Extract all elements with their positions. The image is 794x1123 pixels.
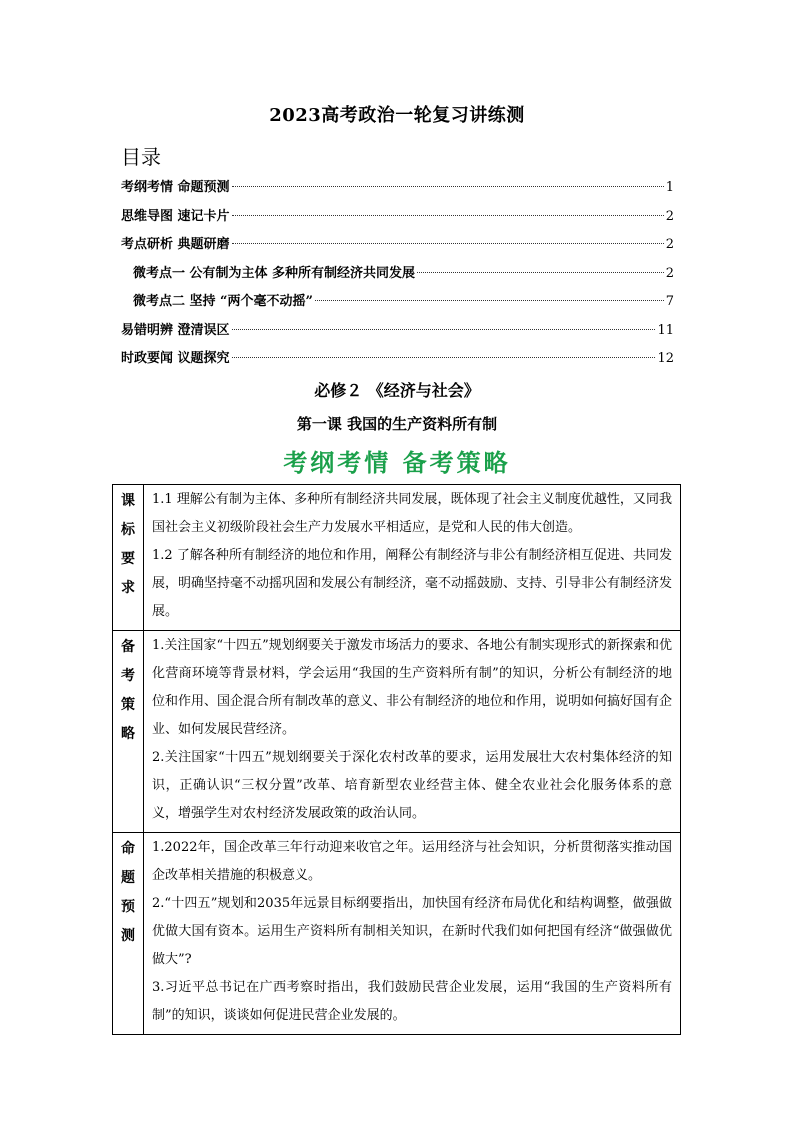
book-title: 必修２ 《经济与社会》 bbox=[314, 381, 480, 400]
paragraph: 2.关注国家“十四五”规划纲要关于深化农村改革的要求，运用发展壮大农村集体经济的知识，正确认识“三权分置”改革、培育新型农业经营主体、健全农业社会化服务体系的意义，增强学生对农村经济发展政策的政治认同。 bbox=[152, 750, 672, 821]
toc-leader-dots bbox=[417, 272, 664, 273]
row-header-prediction: 命 题 预 测 bbox=[113, 833, 144, 1035]
toc-entry[interactable] bbox=[121, 233, 674, 262]
toc-entry-label: 微考点二 坚持 “两个毫不动摇” bbox=[133, 294, 314, 309]
row-content-prediction bbox=[144, 833, 681, 1035]
exam-outline-table bbox=[112, 484, 681, 1035]
toc-subentry[interactable] bbox=[121, 290, 674, 319]
table-row bbox=[113, 631, 681, 833]
toc-entry[interactable] bbox=[121, 319, 674, 348]
toc-entry-page: 7 bbox=[665, 294, 674, 309]
toc-entry-page: 2 bbox=[665, 208, 674, 224]
toc-leader-dots bbox=[232, 243, 664, 244]
row-content-strategy bbox=[144, 631, 681, 833]
toc-leader-dots bbox=[315, 300, 664, 301]
row-header-curriculum: 课 标 要 求 bbox=[113, 485, 144, 631]
toc-entry-label: 思维导图 速记卡片 bbox=[121, 208, 230, 224]
toc-entry-label: 易错明辨 澄清误区 bbox=[121, 322, 230, 338]
table-of-contents bbox=[121, 176, 674, 376]
toc-entry[interactable] bbox=[121, 205, 674, 234]
toc-heading: 目录 bbox=[121, 145, 161, 169]
toc-entry-page: 12 bbox=[657, 351, 674, 366]
paragraph: 1.关注国家“十四五”规划纲要关于激发市场活力的要求、各地公有制实现形式的新探索和优化营商环境等背景材料，学会运用“我国的生产资料所有制”的知识，分析公有制经济的地位和作用、国企混合所有制改革的意义、非公有制经济的地位和作用，说明如何搞好国有企业、如何发展民营经济。 bbox=[152, 638, 673, 737]
toc-leader-dots bbox=[232, 186, 664, 187]
toc-entry[interactable] bbox=[121, 347, 674, 376]
toc-subentry[interactable] bbox=[121, 262, 674, 291]
paragraph: 1.1 理解公有制为主体、多种所有制经济共同发展，既体现了社会主义制度优越性，又同我国社会主义初级阶段社会生产力发展水平相适应，是党和人民的伟大创造。 bbox=[152, 492, 672, 535]
toc-entry-label: 时政要闻 议题探究 bbox=[121, 351, 230, 366]
paragraph: 1.2 了解各种所有制经济的地位和作用，阐释公有制经济与非公有制经济相互促进、共同发展，明确坚持毫不动摇巩固和发展公有制经济，毫不动摇鼓励、支持、引导非公有制经济发展。 bbox=[152, 548, 673, 619]
table-row bbox=[113, 833, 681, 1035]
section-banner: 考纲考情 备考策略 bbox=[283, 449, 511, 477]
toc-leader-dots bbox=[232, 329, 656, 330]
row-header-strategy: 备 考 策 略 bbox=[113, 631, 144, 833]
toc-entry-page: 11 bbox=[657, 322, 674, 338]
paragraph: 3.习近平总书记在广西考察时指出，我们鼓励民营企业发展，运用“我国的生产资料所有制”的知识，谈谈如何促进民营企业发展的。 bbox=[152, 980, 672, 1023]
toc-entry[interactable] bbox=[121, 176, 674, 205]
row-content-curriculum bbox=[144, 485, 681, 631]
lesson-title: 第一课 我国的生产资料所有制 bbox=[296, 415, 498, 433]
toc-entry-label: 考点研析 典题研磨 bbox=[121, 237, 230, 252]
toc-leader-dots bbox=[232, 215, 664, 216]
toc-entry-page: 2 bbox=[665, 265, 674, 281]
table-row bbox=[113, 485, 681, 631]
paragraph: 2.“十四五”规划和2035年远景目标纲要指出，加快国有经济布局优化和结构调整，做强做优做大国有资本。运用生产资料所有制相关知识，在新时代我们如何把国有经济“做强做优做大”? bbox=[152, 896, 672, 967]
toc-entry-page: 1 bbox=[665, 180, 674, 195]
toc-leader-dots bbox=[232, 357, 656, 358]
paragraph: 1.2022年，国企改革三年行动迎来收官之年。运用经济与社会知识，分析贯彻落实推动国企改革相关措施的积极意义。 bbox=[152, 840, 672, 883]
document-title: 2023高考政治一轮复习讲练测 bbox=[269, 105, 525, 126]
toc-entry-label: 微考点一 公有制为主体 多种所有制经济共同发展 bbox=[133, 265, 416, 281]
toc-entry-page: 2 bbox=[665, 237, 674, 252]
toc-entry-label: 考纲考情 命题预测 bbox=[121, 180, 230, 195]
